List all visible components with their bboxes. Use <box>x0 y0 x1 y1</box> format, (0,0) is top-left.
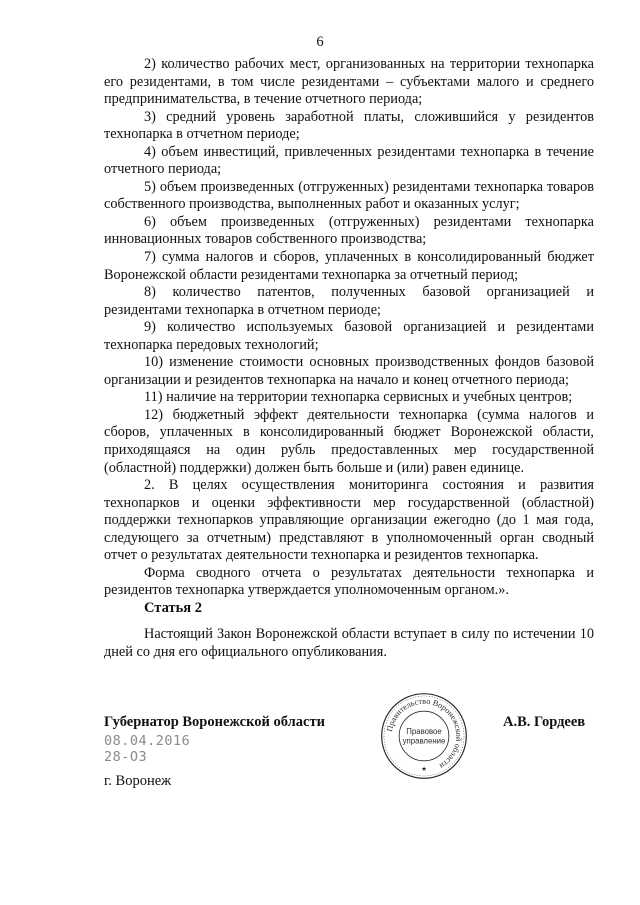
seal-center-line-1: Правовое <box>406 727 442 737</box>
registration-date: 08.04.2016 <box>104 733 191 749</box>
paragraph: 10) изменение стоимости основных производственных фондов базовой организации и резидентов технопарка на начало и конец отчетного периода; <box>104 354 594 388</box>
seal-ring-text: Правительство Воронежской области <box>385 696 464 771</box>
paragraph: 4) объем инвестиций, привлеченных резидентами технопарка в течение отчетного периода; <box>104 143 594 178</box>
registration-number: 28-ОЗ <box>104 749 148 765</box>
paragraph: 8) количество патентов, полученных базовой организацией и резидентами технопарка в отчетном периоде; <box>104 284 594 318</box>
signatory-name: А.В. Гордеев <box>503 714 586 730</box>
law-text-body <box>104 56 594 600</box>
paragraph: 6) объем произведенных (отгруженных) резидентами технопарка инновационных товаров собственного производства; <box>104 213 594 248</box>
city: г. Воронеж <box>104 773 172 789</box>
paragraph: 3) средний уровень заработной платы, сложившийся у резидентов технопарка в отчетном периоде; <box>104 108 594 143</box>
article-text-block <box>104 626 594 661</box>
article-heading: Статья 2 <box>144 600 202 616</box>
page-number: 6 <box>316 34 324 50</box>
seal-star-icon: ★ <box>421 765 427 773</box>
paragraph: 12) бюджетный эффект деятельности технопарка (сумма налогов и сборов, уплаченных в консолидированный бюджет Воронежской области, приходящаяся на один рубль предоставленных мер государственной (областной) поддержки) должен быть больше и (или) равен единице. <box>104 406 594 476</box>
paragraph: 7) сумма налогов и сборов, уплаченных в консолидированный бюджет Воронежской области резидентами технопарка за отчетный период; <box>104 249 594 283</box>
seal-center-line-2: управление <box>402 736 446 746</box>
paragraph: 2. В целях осуществления мониторинга состояния и развития технопарков и оценки эффективности мер государственной (областной) поддержки технопарков управляющие организации ежегодно (до 1 мая года, следующего за отчетным) представляют в уполномоченный орган сводный отчет о результатах деятельности технопарка и резидентов технопарка. <box>104 477 594 564</box>
paragraph: 11) наличие на территории технопарка сервисных и учебных центров; <box>144 389 573 406</box>
official-seal-stamp <box>378 690 470 782</box>
paragraph: 5) объем произведенных (отгруженных) резидентами технопарка товаров собственного производства, выполненных работ и оказанных услуг; <box>104 178 594 213</box>
paragraph: 2) количество рабочих мест, организованных на территории технопарка его резидентами, в том числе резидентами – субъектами малого и среднего предпринимательства, в течение отчетного периода; <box>104 56 594 108</box>
paragraph: Форма сводного отчета о результатах деятельности технопарка и резидентов технопарка утверждается уполномоченным органом.». <box>104 564 594 599</box>
signatory-title: Губернатор Воронежской области <box>104 714 325 730</box>
article-text: Настоящий Закон Воронежской области вступает в силу по истечении 10 дней со дня его официального опубликования. <box>104 626 594 660</box>
paragraph: 9) количество используемых базовой организацией и резидентами технопарка передовых технологий; <box>104 319 594 353</box>
signature-block <box>104 714 325 790</box>
